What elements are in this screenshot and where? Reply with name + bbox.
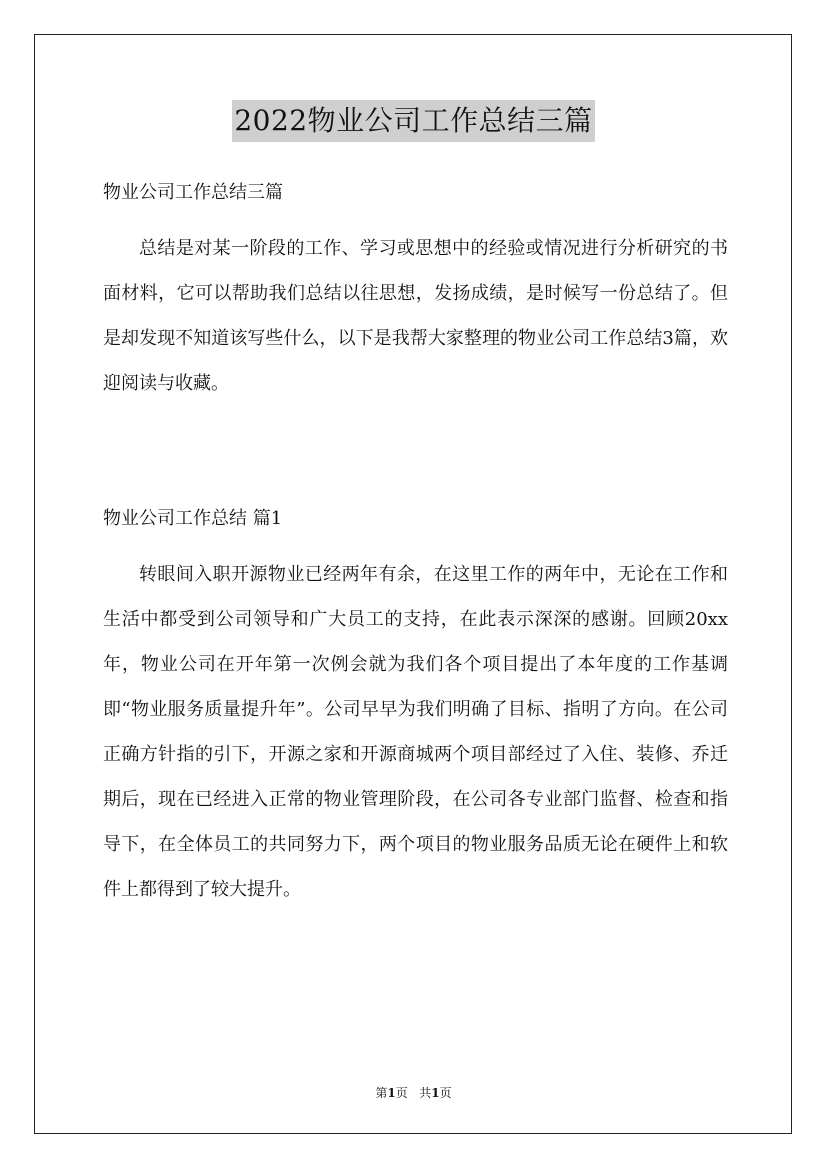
page-suffix: 页	[395, 1086, 408, 1100]
total-pages: 1	[431, 1086, 440, 1100]
document-title-text: 2022物业公司工作总结三篇	[232, 100, 594, 142]
section-heading: 物业公司工作总结 篇1	[103, 508, 283, 529]
page-footer	[0, 1084, 827, 1101]
intro-paragraph: 总结是对某一阶段的工作、学习或思想中的经验或情况进行分析研究的书面材料，它可以帮助我们总结以往思想，发扬成绩，是时候写一份总结了。但是却发现不知道该写些什么，以下是我帮大家整理的物业公司工作总结3篇，欢迎阅读与收藏。	[103, 238, 728, 394]
page-number: 1	[387, 1086, 396, 1100]
section-paragraph: 转眼间入职开源物业已经两年有余，在这里工作的两年中，无论在工作和生活中都受到公司领导和广大员工的支持，在此表示深深的感谢。回顾20xx年，物业公司在开年第一次例会就为我们各个项目提出了本年度的工作基调即“物业服务质量提升年”。公司早早为我们明确了目标、指明了方向。在公司正确方针指的引下，开源之家和开源商城两个项目部经过了入住、装修、乔迁期后，现在已经进入正常的物业管理阶段，在公司各专业部门监督、检查和指导下，在全体员工的共同努力下，两个项目的物业服务品质无论在硬件上和软件上都得到了较大提升。	[103, 564, 728, 900]
total-prefix: 共	[419, 1086, 432, 1100]
document-title	[0, 100, 827, 142]
page-prefix: 第	[375, 1086, 388, 1100]
document-subtitle: 物业公司工作总结三篇	[103, 182, 283, 203]
total-suffix: 页	[439, 1086, 452, 1100]
